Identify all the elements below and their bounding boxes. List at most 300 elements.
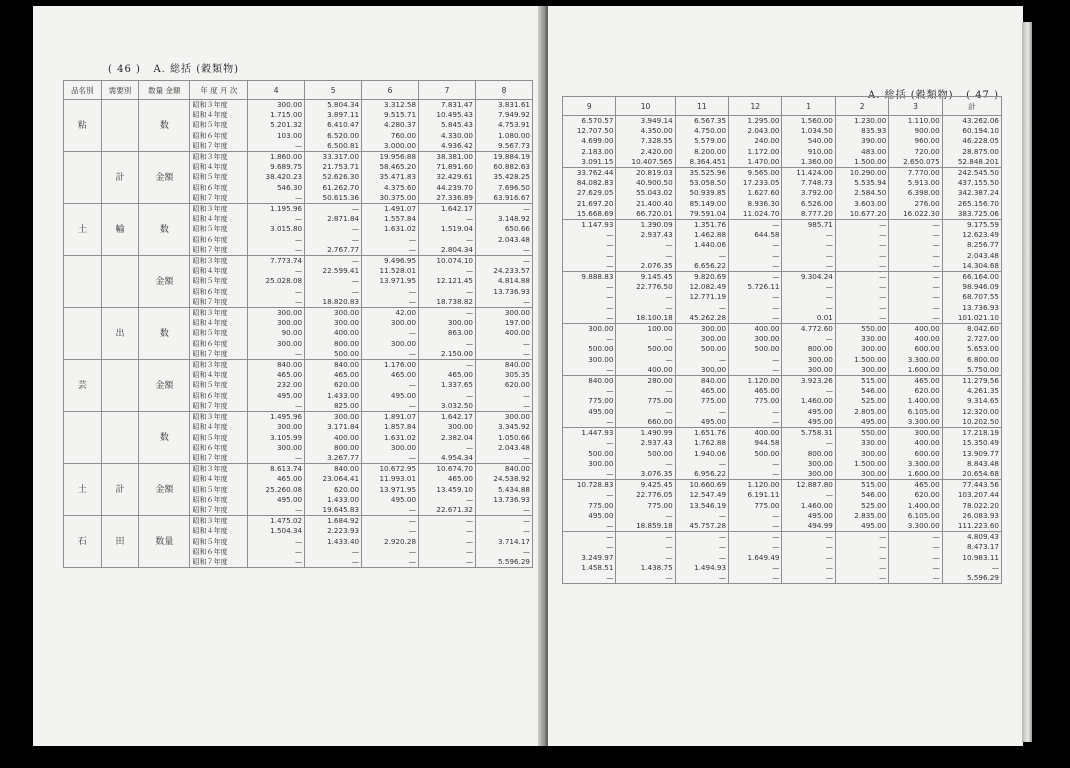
table-cell-value: 1.110.00 [907, 116, 940, 125]
table-cell-value: 1.172.00 [747, 146, 780, 156]
table-cell-value: 12.320.00 [962, 406, 999, 416]
month-values-m11 [675, 116, 728, 168]
table-cell-value: 5.913.00 [907, 178, 940, 188]
table-cell-value: — [522, 256, 530, 266]
row-kind-label: 金額 [139, 464, 190, 516]
table-cell-value: 7.696.50 [497, 182, 530, 192]
table-cell-value: 1.147.93 [581, 220, 614, 230]
table-cell-value: 1.080.00 [497, 130, 530, 140]
month-values-m5 [305, 412, 362, 464]
table-cell-value: — [294, 400, 303, 410]
table-cell-value: 1.400.00 [907, 500, 940, 510]
right-data-table [562, 96, 1002, 584]
table-cell-value: 昭和７年度 [192, 401, 228, 410]
table-cell-value: 111.223.60 [957, 520, 999, 530]
table-cell-value: — [932, 230, 940, 240]
row-use-label [101, 100, 139, 152]
table-cell-value: 1.440.06 [694, 240, 727, 250]
row-years [190, 256, 248, 308]
table-cell-value: 昭和６年度 [192, 391, 228, 400]
table-cell-value: 6.520.00 [327, 130, 360, 140]
table-cell-value: 1.295.00 [747, 116, 780, 125]
table-cell-value: — [932, 220, 940, 230]
table-cell-value: 55.043.02 [636, 188, 673, 198]
table-cell-value: 3.032.50 [440, 400, 473, 410]
table-cell-value: 45.262.28 [689, 312, 727, 322]
month-values-m8 [476, 256, 533, 308]
table-cell-value: — [879, 272, 887, 282]
table-cell-value: — [718, 354, 727, 364]
table-cell-value: 6.570.57 [581, 116, 614, 125]
table-cell-value: — [522, 546, 530, 556]
table-cell-value: 840.00 [333, 464, 360, 474]
table-cell-value: 300.00 [861, 344, 887, 354]
month-values-m10 [616, 116, 675, 168]
table-cell-value: 6.656.22 [694, 260, 727, 270]
table-cell-value: 400.00 [754, 324, 780, 334]
col-header-month-5: 5 [305, 81, 362, 100]
table-cell-value: 400.00 [504, 328, 530, 338]
month-values-m2 [835, 168, 888, 220]
table-cell-value: 300.00 [700, 334, 727, 344]
table-cell-value: 0.01 [816, 312, 833, 322]
table-cell-value: 12.082.49 [689, 282, 727, 292]
table-cell-value: 600.00 [914, 448, 940, 458]
table-cell-value: 650.66 [504, 224, 530, 234]
table-cell-value: 9.175.59 [966, 220, 999, 230]
table-cell-value: — [294, 192, 303, 202]
table-cell-value: 465.00 [447, 474, 473, 484]
month-values-m12 [729, 532, 782, 584]
table-cell-value: — [606, 334, 614, 344]
table-cell-value: — [606, 416, 614, 426]
table-cell-value: 400.00 [914, 334, 940, 344]
table-cell-value: 5.434.88 [497, 484, 530, 494]
month-values-total [942, 168, 1001, 220]
table-cell-value: 300.00 [700, 364, 727, 374]
table-cell-value: 1.050.66 [497, 432, 530, 442]
table-cell-value: — [465, 266, 473, 276]
month-values-m2 [835, 324, 888, 376]
table-cell-value: 5.535.94 [854, 178, 887, 188]
col-header-month-2: 2 [835, 97, 888, 116]
table-cell-value: 495.00 [807, 416, 833, 426]
table-cell-value: 3.267.77 [327, 452, 360, 462]
month-values-m12 [729, 428, 782, 480]
table-cell-value: 98.946.09 [962, 282, 999, 292]
table-cell-value: 1.494.93 [694, 562, 727, 572]
table-cell-value: 494.99 [807, 520, 833, 530]
table-cell-value: — [522, 296, 530, 306]
table-cell-value: 3.345.92 [497, 422, 530, 432]
table-cell-value: 19.645.83 [322, 504, 360, 514]
table-cell-value: 24.233.57 [493, 266, 530, 276]
table-cell-value: 12.887.80 [796, 480, 833, 490]
table-cell-value: 8.042.60 [966, 324, 999, 334]
table-cell-value: 13.736.93 [962, 302, 999, 312]
month-values-m10 [616, 168, 675, 220]
month-values-m8 [476, 152, 533, 204]
table-cell-value: — [932, 312, 940, 322]
table-cell-value: — [465, 556, 473, 566]
table-cell-value: 775.00 [647, 500, 673, 510]
table-cell-value: 197.00 [504, 318, 530, 328]
row-kind-label: 数量 [139, 516, 190, 568]
table-cell-value: 465.00 [914, 376, 940, 386]
row-kind-label: 金額 [139, 152, 190, 204]
table-cell-value: 300.00 [807, 364, 833, 374]
table-cell-value: 1.176.00 [384, 360, 417, 370]
table-cell-value: 46.228.05 [962, 136, 999, 146]
table-cell-value: 1.642.17 [440, 204, 473, 214]
table-cell-value: 昭和３年度 [192, 205, 228, 214]
table-cell-value: 1.460.00 [800, 500, 833, 510]
table-cell-value: 483.00 [861, 146, 887, 156]
table-cell-value: 300.00 [861, 448, 887, 458]
table-cell-value: 昭和５年度 [192, 173, 228, 182]
table-cell-value: 300.00 [333, 318, 360, 328]
table-cell-value: — [465, 390, 473, 400]
table-cell-value: — [606, 386, 614, 396]
month-values-total [942, 428, 1001, 480]
col-header-kind: 数量 金額 [139, 81, 190, 100]
table-cell-value: 300.00 [276, 422, 303, 432]
table-cell-value: — [772, 240, 780, 250]
table-cell-value: — [294, 348, 303, 358]
table-cell-value: 495.00 [861, 416, 887, 426]
table-cell-value: 775.00 [588, 500, 614, 510]
table-cell-value: 18.100.18 [636, 312, 673, 322]
month-values-m9 [563, 220, 616, 272]
table-cell-value: 3.000.00 [384, 140, 417, 150]
table-cell-value: — [408, 286, 417, 296]
table-cell-value: — [465, 546, 473, 556]
table-cell-value: 5.845.43 [440, 120, 473, 130]
table-cell-value: — [718, 406, 727, 416]
month-values-m5 [305, 464, 362, 516]
row-item-label [64, 308, 102, 360]
table-cell-value: — [606, 240, 614, 250]
month-values-m6 [362, 360, 419, 412]
table-cell-value: 10.202.50 [962, 416, 999, 426]
table-cell-value: 21.753.71 [322, 162, 360, 172]
table-cell-value: 620.00 [504, 380, 530, 390]
table-cell-value: — [932, 282, 940, 292]
table-cell-value: — [408, 244, 417, 254]
table-cell-value: 11.993.01 [379, 474, 417, 484]
table-cell-value: 1.458.51 [581, 562, 614, 572]
table-cell-value: — [465, 516, 473, 526]
table-cell-value: — [522, 348, 530, 358]
table-cell-value: 13.736.93 [493, 494, 530, 504]
table-cell-value: — [294, 452, 303, 462]
month-values-total [942, 480, 1001, 532]
table-cell-value: 16.022.30 [903, 208, 940, 218]
table-cell-value: 300.00 [333, 412, 360, 422]
col-header-month-1: 1 [782, 97, 835, 116]
month-values-m11 [675, 428, 728, 480]
table-cell-value: 500.00 [333, 348, 360, 358]
col-header-month-12: 12 [729, 97, 782, 116]
table-cell-value: — [772, 292, 780, 302]
table-cell-value: 3.076.35 [640, 468, 673, 478]
table-cell-value: — [879, 282, 887, 292]
table-cell-value: 300.00 [504, 308, 530, 318]
table-cell-value: 1.600.00 [907, 364, 940, 374]
table-cell-value: — [408, 348, 417, 358]
table-cell-value: — [772, 468, 780, 478]
table-row [64, 464, 533, 516]
table-cell-value: 103.207.44 [957, 490, 999, 500]
table-cell-value: — [294, 234, 303, 244]
table-cell-value: 465.00 [390, 370, 417, 380]
table-cell-value: 800.00 [807, 344, 833, 354]
table-cell-value: 43.262.06 [962, 116, 999, 125]
table-cell-value: 3.300.00 [907, 416, 940, 426]
table-cell-value: 27.336.89 [436, 192, 473, 202]
table-cell-value: — [351, 556, 360, 566]
table-cell-value: 495.00 [700, 416, 727, 426]
table-cell-value: 3.249.97 [581, 552, 614, 562]
table-cell-value: — [606, 468, 614, 478]
table-cell-value: — [294, 546, 303, 556]
month-values-m6 [362, 100, 419, 152]
month-values-m10 [616, 220, 675, 272]
table-cell-value: 300.00 [861, 364, 887, 374]
month-values-total [942, 272, 1001, 324]
month-values-m11 [675, 376, 728, 428]
table-cell-value: — [408, 400, 417, 410]
row-years [190, 360, 248, 412]
table-cell-value: 53.058.50 [689, 178, 727, 188]
table-cell-value: 900.00 [914, 126, 940, 136]
table-cell-value: — [879, 240, 887, 250]
table-cell-value: 昭和５年度 [192, 121, 228, 130]
table-cell-value: — [665, 386, 673, 396]
col-header-month-9: 9 [563, 97, 616, 116]
table-cell-value: 8.936.30 [747, 198, 780, 208]
table-cell-value: 9.888.83 [581, 272, 614, 282]
table-cell-value: — [522, 204, 530, 214]
table-row [563, 272, 1002, 324]
table-cell-value: — [665, 458, 673, 468]
table-cell-value: 644.58 [754, 230, 780, 240]
table-cell-value: 300.00 [276, 442, 303, 452]
table-cell-value: 22.776.50 [636, 282, 673, 292]
table-cell-value: 60.194.10 [962, 126, 999, 136]
row-item-label: 粘 [64, 100, 102, 152]
table-cell-value: 5.596.29 [497, 556, 530, 566]
table-cell-value: — [351, 224, 360, 234]
month-values-m1 [782, 532, 835, 584]
table-cell-value: 300.00 [700, 324, 727, 334]
table-cell-value: 515.00 [861, 376, 887, 386]
table-cell-value: 3.312.58 [384, 100, 417, 109]
table-cell-value: — [606, 364, 614, 374]
table-cell-value: 300.00 [447, 318, 473, 328]
month-values-m5 [305, 152, 362, 204]
table-row [64, 152, 533, 204]
table-cell-value: 300.00 [276, 308, 303, 318]
col-header-month-11: 11 [675, 97, 728, 116]
table-cell-value: 775.00 [647, 396, 673, 406]
table-cell-value: 305.35 [504, 370, 530, 380]
table-cell-value: 465.00 [754, 386, 780, 396]
table-cell-value: 276.00 [914, 198, 940, 208]
left-header-row [64, 81, 533, 100]
table-cell-value: 10.728.83 [576, 480, 614, 490]
table-cell-value: — [522, 516, 530, 526]
table-row [64, 308, 533, 360]
table-cell-value: 20.654.68 [962, 468, 999, 478]
month-values-m4 [248, 412, 305, 464]
table-cell-value: 9.425.45 [640, 480, 673, 490]
table-cell-value: 18.738.82 [436, 296, 473, 306]
table-cell-value: 985.71 [807, 220, 833, 230]
table-cell-value: 910.00 [807, 146, 833, 156]
table-cell-value: 1.504.34 [270, 526, 303, 536]
month-values-total [942, 324, 1001, 376]
table-cell-value: — [932, 572, 940, 582]
table-cell-value: 515.00 [861, 480, 887, 490]
table-cell-value: — [825, 552, 833, 562]
table-cell-value: 61.262.70 [322, 182, 360, 192]
table-row [64, 204, 533, 256]
table-row [563, 168, 1002, 220]
table-row [64, 516, 533, 568]
row-use-label [101, 412, 139, 464]
row-years [190, 152, 248, 204]
table-cell-value: — [772, 458, 780, 468]
table-cell-value: 7.949.92 [497, 110, 530, 120]
table-cell-value: 12.547.49 [689, 490, 727, 500]
table-cell-value: 昭和７年度 [192, 245, 228, 254]
table-cell-value: 昭和４年度 [192, 163, 228, 172]
table-cell-value: 300.00 [588, 458, 614, 468]
table-cell-value: 495.00 [807, 406, 833, 416]
table-cell-value: 7.770.00 [907, 168, 940, 178]
table-cell-value: — [294, 286, 303, 296]
table-cell-value: 1.390.09 [640, 220, 673, 230]
table-cell-value: 620.00 [333, 380, 360, 390]
table-cell-value: — [408, 452, 417, 462]
month-values-m12 [729, 220, 782, 272]
right-table-body [563, 116, 1002, 584]
table-cell-value: 1.631.02 [384, 224, 417, 234]
table-cell-value: 300.00 [504, 412, 530, 422]
table-cell-value: 342.387.24 [957, 188, 999, 198]
table-cell-value: 昭和６年度 [192, 547, 228, 556]
table-cell-value: — [718, 510, 727, 520]
table-cell-value: 4.375.60 [384, 182, 417, 192]
table-cell-value: 400.00 [647, 364, 673, 374]
table-cell-value: 昭和４年度 [192, 215, 228, 224]
table-cell-value: — [825, 562, 833, 572]
table-cell-value: — [772, 272, 780, 282]
table-cell-value: 5.758.31 [800, 428, 833, 438]
table-cell-value: 20.819.03 [636, 168, 673, 178]
table-row [563, 532, 1002, 584]
table-cell-value: 21.400.40 [636, 198, 673, 208]
col-header-year: 年 度 月 次 [190, 81, 248, 100]
table-cell-value: — [294, 214, 303, 224]
table-cell-value: — [718, 572, 727, 582]
table-cell-value: — [522, 338, 530, 348]
col-header-use: 需要別 [101, 81, 139, 100]
table-cell-value: 495.00 [861, 520, 887, 530]
table-cell-value: 7.773.74 [270, 256, 303, 266]
table-cell-value: 800.00 [807, 448, 833, 458]
table-cell-value: 3.105.99 [270, 432, 303, 442]
row-years [190, 308, 248, 360]
table-cell-value: — [606, 572, 614, 582]
table-cell-value: — [772, 302, 780, 312]
table-cell-value: 昭和４年度 [192, 371, 228, 380]
table-cell-value: 840.00 [504, 464, 530, 474]
table-cell-value: 18.820.83 [322, 296, 360, 306]
month-values-m2 [835, 428, 888, 480]
table-cell-value: 3.300.00 [907, 520, 940, 530]
table-cell-value: 1.631.02 [384, 432, 417, 442]
table-cell-value: — [351, 256, 360, 266]
table-cell-value: — [408, 526, 417, 536]
table-cell-value: 2.650.075 [903, 156, 940, 166]
table-cell-value: — [408, 546, 417, 556]
table-cell-value: 3.792.00 [800, 188, 833, 198]
table-row [563, 324, 1002, 376]
month-values-m3 [889, 480, 942, 532]
table-cell-value: 4.280.37 [384, 120, 417, 130]
table-cell-value: — [294, 296, 303, 306]
col-header-month-6: 6 [362, 81, 419, 100]
table-cell-value: — [665, 250, 673, 260]
table-cell-value: 12.623.49 [962, 230, 999, 240]
table-cell-value: 22.599.41 [322, 266, 360, 276]
table-cell-value: 1.519.04 [440, 224, 473, 234]
table-cell-value: 11.528.01 [379, 266, 417, 276]
table-cell-value: 1.651.76 [694, 428, 727, 438]
month-values-m2 [835, 220, 888, 272]
month-values-m4 [248, 204, 305, 256]
table-cell-value: 3.603.00 [854, 198, 887, 208]
table-cell-value: 2.937.43 [640, 438, 673, 448]
table-cell-value: 840.00 [276, 360, 303, 370]
table-cell-value: 400.00 [914, 438, 940, 448]
table-cell-value: — [351, 234, 360, 244]
table-cell-value: 1.684.92 [327, 516, 360, 526]
table-cell-value: 465.00 [333, 370, 360, 380]
row-item-label [64, 412, 102, 464]
table-cell-value: 1.490.99 [640, 428, 673, 438]
table-cell-value: — [665, 510, 673, 520]
table-cell-value: — [772, 354, 780, 364]
row-use-label [101, 360, 139, 412]
table-cell-value: 5.596.29 [966, 572, 999, 582]
table-cell-value: 2.043.00 [747, 126, 780, 136]
month-values-m8 [476, 204, 533, 256]
table-cell-value: 330.00 [861, 334, 887, 344]
table-cell-value: 1.891.07 [384, 412, 417, 422]
table-cell-value: 9.689.75 [270, 162, 303, 172]
table-cell-value: — [718, 552, 727, 562]
table-cell-value: 840.00 [700, 376, 727, 386]
table-cell-value: 550.00 [861, 324, 887, 334]
table-cell-value: 8.200.00 [694, 146, 727, 156]
table-cell-value: 12.771.19 [689, 292, 727, 302]
table-cell-value: 840.00 [333, 360, 360, 370]
table-cell-value: 5.201.32 [270, 120, 303, 130]
month-values-m1 [782, 168, 835, 220]
